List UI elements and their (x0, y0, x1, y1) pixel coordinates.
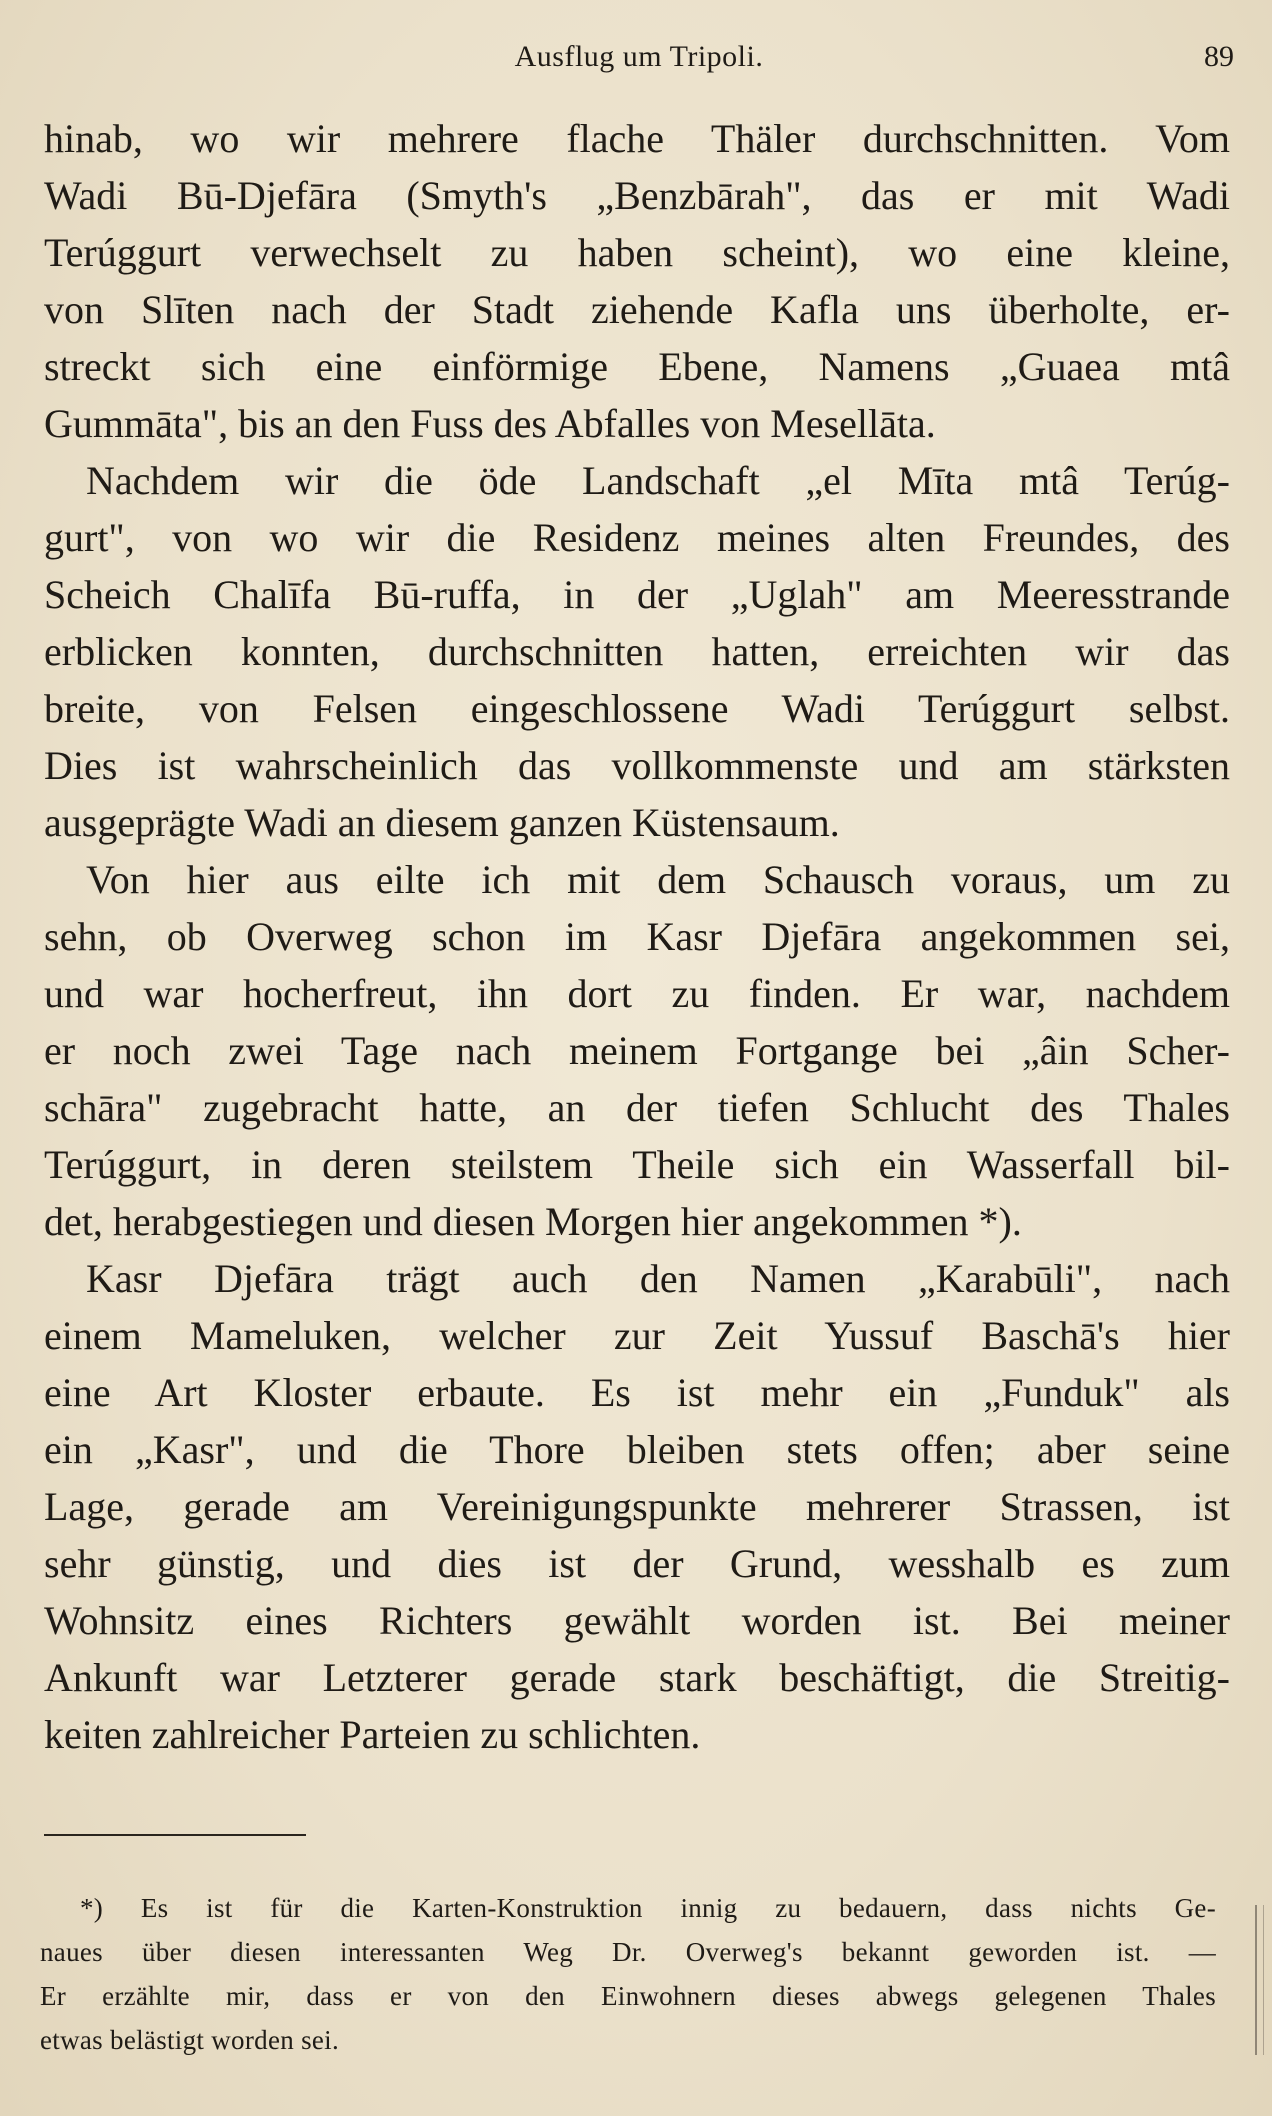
footnote-line: etwas belästigt worden sei. (40, 2025, 340, 2055)
text-line: ein „Kasr", und die Thore bleiben stets offen; aber seine (44, 1427, 1230, 1472)
footnote-line: *) Es ist für die Karten-Konstruktion innig zu bedauern, dass nichts Ge- (80, 1893, 1216, 1923)
footnote-line: naues über diesen interessanten Weg Dr. Overweg's bekannt geworden ist. — (40, 1937, 1216, 1967)
footnote (40, 1886, 1216, 2062)
text-line: Wohnsitz eines Richters gewählt worden ist. Bei meiner (44, 1598, 1230, 1643)
text-line: Von hier aus eilte ich mit dem Schausch voraus, um zu (86, 857, 1230, 902)
text-line: er noch zwei Tage nach meinem Fortgange bei „âin Scher- (44, 1028, 1230, 1073)
text-line: Nachdem wir die öde Landschaft „el Mīta mtâ Terúg- (86, 458, 1230, 503)
footnote-separator (44, 1834, 306, 1836)
text-line: sehr günstig, und dies ist der Grund, wesshalb es zum (44, 1541, 1230, 1586)
text-line: gurt", von wo wir die Residenz meines alten Freundes, des (44, 515, 1230, 560)
text-line: hinab, wo wir mehrere flache Thäler durchschnitten. Vom (44, 116, 1230, 161)
text-line: Wadi Bū-Djefāra (Smyth's „Benzbārah", das er mit Wadi (44, 173, 1230, 218)
text-line: sehn, ob Overweg schon im Kasr Djefāra angekommen sei, (44, 914, 1230, 959)
page-edge-mark (1255, 1905, 1264, 2055)
running-header (44, 36, 1234, 80)
text-line: schāra" zugebracht hatte, an der tiefen Schlucht des Thales (44, 1085, 1230, 1130)
text-line: breite, von Felsen eingeschlossene Wadi Terúggurt selbst. (44, 686, 1230, 731)
running-title: Ausflug um Tripoli. (514, 40, 764, 73)
text-line: einem Mameluken, welcher zur Zeit Yussuf Baschā's hier (44, 1313, 1230, 1358)
text-line: Lage, gerade am Vereinigungspunkte mehrerer Strassen, ist (44, 1484, 1230, 1529)
body-text (44, 110, 1230, 1763)
text-line: Gummāta", bis an den Fuss des Abfalles von Mesellāta. (44, 401, 936, 446)
text-line: erblicken konnten, durchschnitten hatten, erreichten wir das (44, 629, 1230, 674)
text-line: det, herabgestiegen und diesen Morgen hier angekommen *). (44, 1199, 1022, 1244)
text-line: und war hocherfreut, ihn dort zu finden. Er war, nachdem (44, 971, 1230, 1016)
text-line: eine Art Kloster erbaute. Es ist mehr ein „Funduk" als (44, 1370, 1230, 1415)
text-line: Scheich Chalīfa Bū-ruffa, in der „Uglah" am Meeresstrande (44, 572, 1230, 617)
text-line: von Slīten nach der Stadt ziehende Kafla uns überholte, er- (44, 287, 1230, 332)
text-line: streckt sich eine einförmige Ebene, Namens „Guaea mtâ (44, 344, 1230, 389)
text-line: Ankunft war Letzterer gerade stark beschäftigt, die Streitig- (44, 1655, 1230, 1700)
text-line: ausgeprägte Wadi an diesem ganzen Küstensaum. (44, 800, 840, 845)
text-line: Terúggurt, in deren steilstem Theile sich ein Wasserfall bil- (44, 1142, 1230, 1187)
text-line: Dies ist wahrscheinlich das vollkommenste und am stärksten (44, 743, 1230, 788)
text-line: keiten zahlreicher Parteien zu schlichten. (44, 1712, 701, 1757)
text-line: Kasr Djefāra trägt auch den Namen „Karabūli", nach (86, 1256, 1230, 1301)
text-line: Terúggurt verwechselt zu haben scheint), wo eine kleine, (44, 230, 1230, 275)
footnote-line: Er erzählte mir, dass er von den Einwohnern dieses abwegs gelegenen Thales (40, 1981, 1216, 2011)
page-number: 89 (1204, 40, 1234, 73)
